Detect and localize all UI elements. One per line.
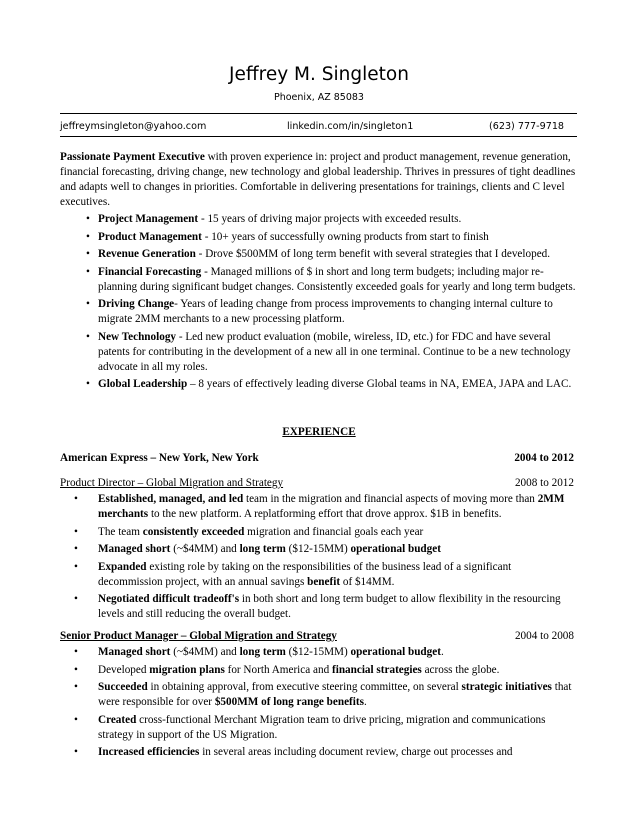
bullet-icon: •: [86, 378, 90, 390]
professional-summary: [60, 150, 577, 210]
bullet-icon: •: [86, 330, 90, 343]
skill-label: Product Management: [98, 230, 202, 243]
skill-item: [60, 230, 577, 245]
bullet-icon: •: [74, 560, 78, 573]
list-item: • Managed short (~$4MM) and long term ($12-15MM) operational budget.: [74, 646, 444, 658]
list-item: • Managed short (~$4MM) and long term ($12-15MM) operational budget: [74, 543, 441, 555]
phone-number: (623) 777-9718: [489, 121, 565, 132]
bullet-icon: •: [74, 543, 78, 555]
bullet-icon: •: [86, 248, 90, 260]
candidate-name: Jeffrey M. Singleton: [229, 64, 409, 85]
header-divider-bottom: [60, 136, 577, 137]
bullet-icon: •: [86, 265, 90, 278]
bullet-icon: •: [86, 230, 90, 243]
skill-text: - 15 years of driving major projects with exceeded results.: [198, 213, 462, 225]
skill-label: Driving Change: [98, 298, 175, 310]
skill-label: Global Leadership: [98, 378, 188, 390]
skill-item: [60, 330, 577, 375]
candidate-location: Phoenix, AZ 85083: [274, 92, 364, 103]
linkedin-link[interactable]: linkedin.com/in/singleton1: [287, 121, 414, 132]
skill-text: - 10+ years of successfully owning products from start to finish: [201, 230, 489, 243]
list-item: • Expanded existing role by taking on the responsibilities of the business lead of a significant decommission project, with an annual savings benefit of $14MM.: [74, 560, 512, 588]
bullet-icon: •: [74, 646, 78, 658]
skill-label: Financial Forecasting: [98, 265, 202, 278]
skill-text: - Led new product evaluation (mobile, wireless, ID, etc.) for FDC and have several patents for contributing in the development of a new all in one terminal. Continue to be a new technology advocate in all my roles.: [98, 330, 571, 373]
skill-item: [60, 265, 577, 295]
list-item: • Developed migration plans for North America and financial strategies across the globe.: [74, 663, 500, 676]
list-item: • The team consistently exceeded migration and financial goals each year: [74, 525, 424, 538]
skill-label: Revenue Generation: [98, 248, 196, 260]
summary-text: with proven experience in: project and product management, revenue generation, financial forecasting, driving change, new technology and global leadership. Thrives in pressures of tight deadlines and adapts well to changes in priorities. Comfortable in delivering presentations for trainings, clients and C level executives.: [60, 151, 576, 208]
bullet-icon: •: [74, 525, 78, 538]
list-item: • Established, managed, and led team in the migration and financial aspects of moving more than 2MM merchants to the new platform. A replatforming effort that drove approx. $1B in benefits.: [74, 493, 565, 520]
bullet-icon: •: [86, 298, 90, 310]
skill-item: [60, 297, 577, 327]
skill-item: [60, 377, 577, 392]
skill-text: - Drove $500MM of long term benefit with several strategies that I developed.: [195, 248, 551, 260]
bullet-icon: •: [86, 213, 90, 225]
bullet-icon: •: [74, 493, 78, 505]
skill-text: - Managed millions of $ in short and long term budgets; including major re-planning during significant budget changes. Consistently exceeded goals for yearly and long term budgets.: [98, 265, 576, 293]
list-item: • Negotiated difficult tradeoff's in both short and long term budget to allow flexibility in the resourcing levels and still reducing the overall budget.: [74, 593, 561, 620]
role-dates: 2008 to 2012: [514, 477, 574, 489]
list-item: • Increased efficiencies in several areas including document review, charge out processes and: [74, 746, 513, 758]
skill-label: Project Management: [98, 213, 199, 225]
skill-label: New Technology: [98, 330, 177, 343]
role-dates: 2004 to 2008: [514, 630, 574, 642]
skill-item: [60, 247, 577, 262]
section-heading-experience: EXPERIENCE: [282, 426, 356, 438]
bullet-icon: •: [74, 713, 78, 726]
bullet-icon: •: [74, 681, 78, 693]
skill-item: [60, 212, 577, 227]
list-item: • Created cross-functional Merchant Migration team to drive pricing, migration and communications strategy in support of the US Migration.: [74, 713, 546, 741]
list-item: • Succeeded in obtaining approval, from executive steering committee, on several strategic initiatives that were responsible for over $500MM of long range benefits.: [74, 681, 572, 708]
bullet-icon: •: [74, 746, 78, 758]
summary-lead: Passionate Payment Executive: [60, 151, 205, 163]
skill-text: – 8 years of effectively leading diverse Global teams in NA, EMEA, JAPA and LAC.: [187, 378, 572, 390]
email-link[interactable]: jeffreymsingleton@yahoo.com: [60, 121, 207, 132]
role1-bullets: [60, 492, 577, 625]
role-title: Senior Product Manager – Global Migration and Strategy: [60, 630, 337, 642]
skills-list: [60, 212, 577, 395]
role2-bullets: [60, 645, 577, 763]
company-name: American Express – New York, New York: [60, 452, 259, 464]
role-title: Product Director – Global Migration and Strategy: [60, 477, 284, 489]
header-divider-top: [60, 113, 577, 114]
bullet-icon: •: [74, 663, 78, 676]
company-dates: 2004 to 2012: [514, 452, 574, 464]
bullet-icon: •: [74, 593, 78, 605]
skill-text: - Years of leading change from process improvements to changing internal culture to migrate 2MM merchants to a new processing platform.: [98, 298, 553, 325]
